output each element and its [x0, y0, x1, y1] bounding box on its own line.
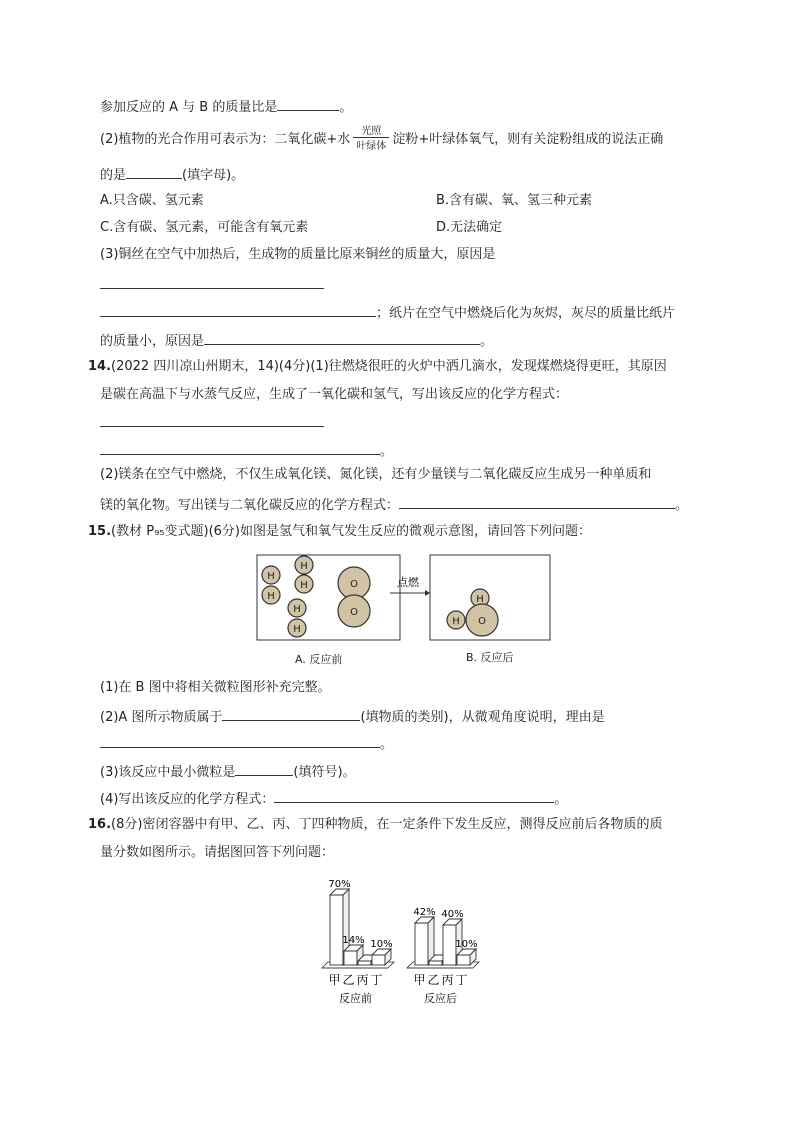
data-label: 42% — [413, 907, 436, 918]
q13-part3-c: 的质量小，原因是 。 — [100, 330, 493, 351]
data-label: 70% — [328, 879, 351, 890]
mass-fraction-chart — [305, 868, 515, 1013]
svg-text:H: H — [293, 604, 301, 615]
reaction-condition: 光照 叶绿体 — [353, 131, 389, 149]
svg-text:H: H — [267, 571, 275, 582]
arrow-label: 点燃 — [397, 576, 419, 589]
q15-part2: (2)A 图所示物质属于 (填物质的类别)，从微观角度说明，理由是 — [100, 706, 605, 727]
data-label: 10% — [455, 939, 478, 950]
answer-blank[interactable] — [204, 330, 480, 345]
svg-text:H: H — [300, 580, 308, 591]
arrow-head — [425, 590, 430, 596]
q15-line1: 15.(教材 P₉₅变式题)(6分)如图是氢气和氧气发生反应的微观示意图，请回答下列问题： — [88, 524, 591, 539]
q15-part1: (1)在 B 图中将相关微粒图形补充完整。 — [100, 680, 331, 695]
answer-blank[interactable] — [100, 733, 380, 748]
category-label: 乙 — [342, 973, 355, 987]
q15-part2-cont: 。 — [100, 733, 393, 754]
q14-line3: 。 — [100, 440, 393, 461]
data-label: 14% — [342, 935, 365, 946]
answer-blank[interactable] — [222, 706, 360, 721]
q14-line1: 14.(2022 四川凉山州期末，14)(4分)(1)往燃烧很旺的火炉中洒几滴水，发现煤燃烧得更旺，其原因 — [88, 359, 667, 374]
option-c: C.含有碳、氢元素，可能含有氧元素 — [100, 220, 309, 235]
q14-part2-b: 镁的氧化物。写出镁与二氧化碳反应的化学方程式： 。 — [100, 494, 688, 515]
reaction-diagram — [255, 548, 555, 648]
answer-line[interactable] — [100, 288, 324, 289]
group-label: 反应后 — [424, 992, 457, 1005]
q15-part4: (4)写出该反应的化学方程式： 。 — [100, 788, 567, 809]
q13-part3: (3)铜丝在空气中加热后，生成物的质量比原来铜丝的质量大，原因是 — [100, 247, 496, 262]
svg-text:O: O — [478, 616, 486, 627]
svg-text:H: H — [300, 561, 308, 572]
bar — [415, 917, 434, 965]
q16-line2: 量分数如图所示。请据图回答下列问题： — [100, 845, 335, 860]
q15-part3: (3)该反应中最小微粒是 (填符号)。 — [100, 761, 356, 782]
answer-blank[interactable] — [100, 440, 380, 455]
q13-part2-cont: 的是 (填字母)。 — [100, 164, 244, 185]
q13-line1: 参加反应的 A 与 B 的质量比是 。 — [100, 96, 352, 117]
svg-text:O: O — [350, 579, 358, 590]
category-label: 丙 — [441, 973, 454, 987]
option-b: B.含有碳、氧、氢三种元素 — [436, 193, 593, 208]
answer-line[interactable] — [100, 426, 324, 427]
q13-part3-b: ；纸片在空气中燃烧后化为灰烬，灰尽的质量比纸片 — [100, 302, 675, 323]
svg-text:H: H — [293, 624, 301, 635]
category-label: 丁 — [455, 973, 468, 987]
q16-line1: 16.(8分)密闭容器中有甲、乙、丙、丁四种物质，在一定条件下发生反应，测得反应前后各物质的质 — [88, 817, 663, 832]
option-a: A.只含碳、氢元素 — [100, 193, 204, 208]
category-label: 丙 — [356, 973, 369, 987]
answer-blank[interactable] — [399, 494, 675, 509]
category-label: 甲 — [328, 973, 341, 987]
caption-before: A. 反应前 — [295, 653, 343, 666]
answer-blank[interactable] — [126, 164, 182, 179]
option-d: D.无法确定 — [436, 220, 503, 235]
category-label: 乙 — [427, 973, 440, 987]
answer-blank[interactable] — [235, 761, 293, 776]
group-label: 反应前 — [339, 992, 372, 1005]
category-label: 丁 — [370, 973, 383, 987]
svg-text:H: H — [476, 594, 484, 605]
svg-text:O: O — [350, 607, 358, 618]
q14-line2: 是碳在高温下与水蒸气反应，生成了一氧化碳和氢气，写出该反应的化学方程式： — [100, 387, 569, 402]
category-label: 甲 — [413, 973, 426, 987]
data-label: 10% — [370, 939, 393, 950]
svg-text:H: H — [452, 616, 460, 627]
data-label: 40% — [441, 909, 464, 920]
svg-text:H: H — [267, 591, 275, 602]
q14-part2: (2)镁条在空气中燃烧，不仅生成氧化镁、氮化镁，还有少量镁与二氧化碳反应生成另一种单质和 — [100, 467, 652, 482]
caption-after: B. 反应后 — [466, 651, 514, 664]
answer-blank[interactable] — [274, 788, 554, 803]
answer-blank[interactable] — [277, 96, 339, 111]
q13-part2: (2)植物的光合作用可表示为：二氧化碳+水 光照 叶绿体 淀粉+叶绿体氧气，则有关淀粉组成的说法正确 — [100, 131, 663, 149]
answer-blank[interactable] — [100, 302, 376, 317]
